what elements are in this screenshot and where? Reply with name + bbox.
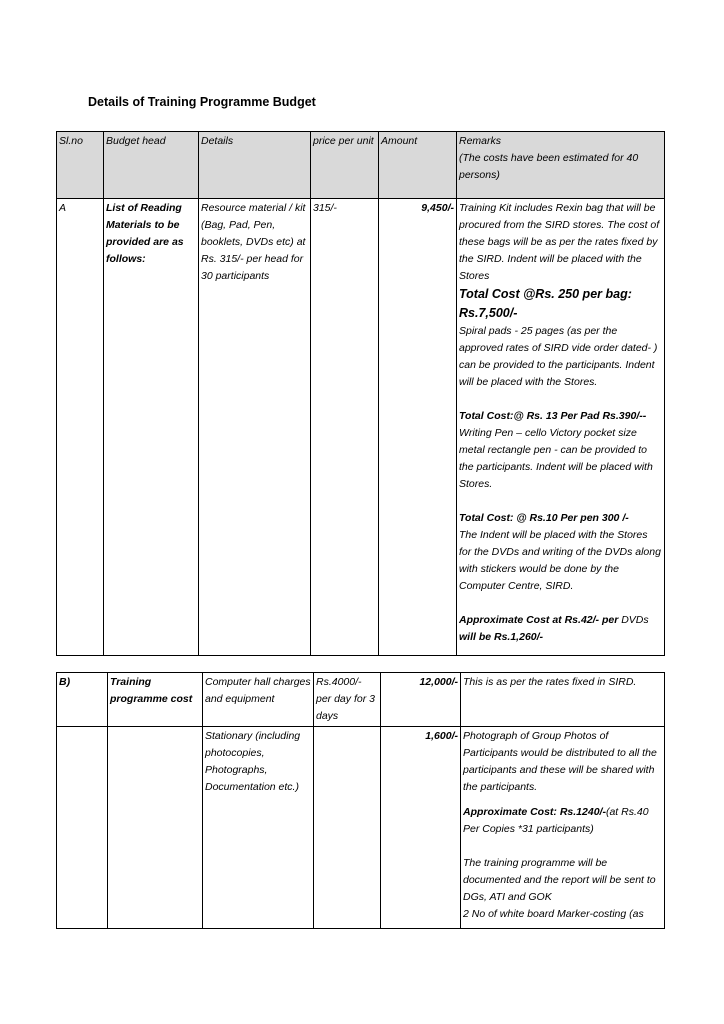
remark-approx-photos-plain: (at Rs.40 Per Copies *31 participants)	[463, 806, 649, 835]
cell-details: Resource material / kit (Bag, Pad, Pen, booklets, DVDs etc) at Rs. 315/- per head for 30 participants	[199, 199, 311, 656]
cell-amount: 12,000/-	[381, 673, 461, 727]
remark-approx-photos	[463, 804, 662, 838]
remark-dvd: The Indent will be placed with the Stores for the DVDs and writing of the DVDs along with stickers would be done by the Computer Centre, SIRD.	[459, 529, 661, 592]
cell-price	[314, 727, 381, 929]
table-row	[57, 673, 665, 727]
table-row	[57, 199, 665, 656]
cell-budget-head	[108, 727, 203, 929]
remark-pen: Writing Pen – cello Victory pocket size metal rectangle pen - can be provided to the participants. Indent will be placed with Stores.	[459, 427, 653, 490]
budget-table-a	[56, 131, 665, 656]
cell-remarks: This is as per the rates fixed in SIRD.	[461, 673, 665, 727]
remark-documentation: The training programme will be documented and the report will be sent to DGs, ATI and GOK	[463, 857, 656, 903]
cell-remarks	[457, 199, 665, 656]
remark-approx-dvd-total: will be Rs.1,260/-	[459, 631, 544, 643]
cell-slno: B)	[57, 673, 108, 727]
remark-pad: Spiral pads - 25 pages (as per the approved rates of SIRD vide order dated- ) can be provided to the participants. Indent will be placed with the Stores.	[459, 325, 658, 388]
cell-price: Rs.4000/- per day for 3 days	[314, 673, 381, 727]
header-slno: Sl.no	[57, 132, 104, 199]
remark-photos: Photograph of Group Photos of Participants would be distributed to all the participants and these will be shared with the participants.	[463, 730, 657, 793]
cell-price: 315/-	[311, 199, 379, 656]
remark-bag: Training Kit includes Rexin bag that will be procured from the SIRD stores. The cost of these bags will be as per the rates fixed by the SIRD. Indent will be placed with the Stores	[459, 202, 660, 282]
remark-total-pen: Total Cost: @ Rs.10 Per pen 300 /-	[459, 512, 629, 524]
cell-details: Computer hall charges and equipment	[203, 673, 314, 727]
header-price: price per unit	[311, 132, 379, 199]
header-amount: Amount	[379, 132, 457, 199]
table-header-row	[57, 132, 665, 199]
budget-table-b	[56, 672, 665, 929]
cell-remarks	[461, 727, 665, 929]
remark-approx-photos-bold: Approximate Cost: Rs.1240/-	[463, 806, 606, 818]
cell-details: Stationary (including photocopies, Photographs, Documentation etc.)	[203, 727, 314, 929]
header-remarks	[457, 132, 665, 199]
cell-slno	[57, 727, 108, 929]
header-remarks-title: Remarks	[459, 135, 502, 147]
page-title: Details of Training Programme Budget	[88, 95, 316, 109]
table-row	[57, 727, 665, 929]
header-remarks-note: (The costs have been estimated for 40 persons)	[459, 152, 639, 181]
cell-budget-head: List of Reading Materials to be provided are as follows:	[104, 199, 199, 656]
cell-amount: 9,450/-	[379, 199, 457, 656]
header-budget-head: Budget head	[104, 132, 199, 199]
remark-marker: 2 No of white board Marker-costing (as	[463, 908, 644, 920]
header-details: Details	[199, 132, 311, 199]
cell-slno: A	[57, 199, 104, 656]
remark-total-bag: Total Cost @Rs. 250 per bag: Rs.7,500/-	[459, 287, 632, 320]
remark-approx-dvd	[459, 612, 662, 629]
remark-approx-dvd-plain: DVDs	[618, 614, 649, 626]
remark-total-pad: Total Cost:@ Rs. 13 Per Pad Rs.390/--	[459, 410, 647, 422]
cell-amount: 1,600/-	[381, 727, 461, 929]
cell-budget-head: Training programme cost	[108, 673, 203, 727]
remark-approx-dvd-bold: Approximate Cost at Rs.42/- per	[459, 614, 619, 626]
